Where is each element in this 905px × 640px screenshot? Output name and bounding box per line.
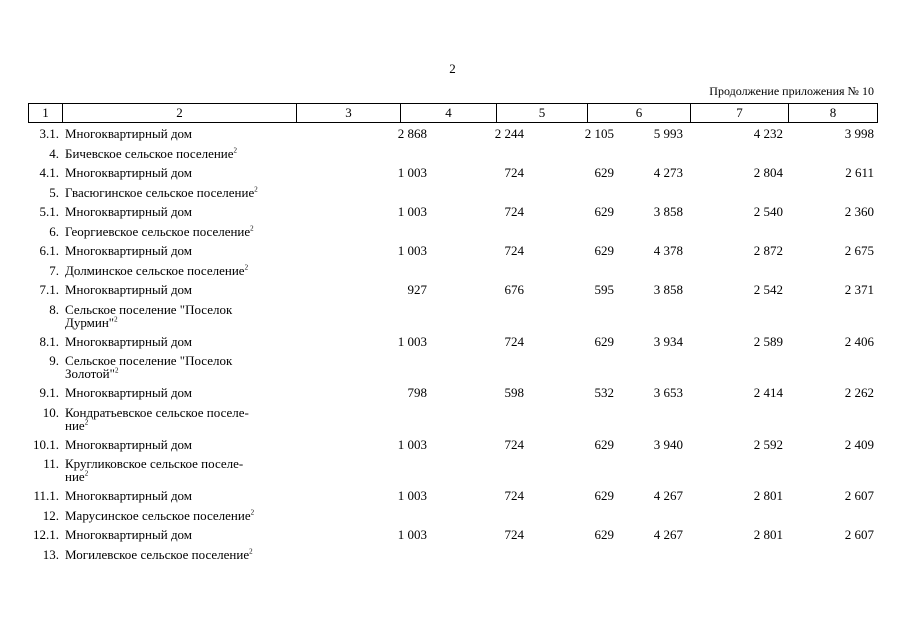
row-number: 9. xyxy=(49,353,59,368)
column-header: 5 xyxy=(497,104,588,123)
row-name xyxy=(62,244,322,264)
table-row xyxy=(28,186,877,206)
value-cell-col3: 1 003 xyxy=(397,488,427,503)
row-name xyxy=(62,166,322,186)
row-name xyxy=(62,457,322,489)
table-row xyxy=(28,283,877,303)
value-cell-col4: 724 xyxy=(504,243,524,258)
value-cell-col8: 2 675 xyxy=(844,243,874,258)
value-cell-col7 xyxy=(717,303,817,335)
row-name-text: Многоквартирный дом xyxy=(65,126,193,141)
row-name xyxy=(62,225,322,245)
value-cell-col5 xyxy=(525,186,615,206)
row-number: 5.1. xyxy=(39,204,59,219)
value-cell-col7: 2 801 xyxy=(753,488,783,503)
table-row xyxy=(28,127,877,147)
table-row xyxy=(28,489,877,509)
row-name-text: Многоквартирный дом xyxy=(65,436,193,452)
value-cell-col6: 3 653 xyxy=(653,385,683,400)
value-cell-col4: 2 244 xyxy=(494,126,524,141)
row-name-text: Многоквартирный дом xyxy=(65,165,193,180)
value-cell-col5: 629 xyxy=(594,527,614,542)
value-cell-col5: 629 xyxy=(594,333,614,349)
value-cell-col4 xyxy=(428,509,525,529)
value-cell-col6 xyxy=(615,303,717,335)
row-number: 11. xyxy=(43,456,59,471)
value-cell-col4 xyxy=(428,548,525,568)
footnote-marker: 2 xyxy=(250,508,255,517)
column-header-row xyxy=(29,104,878,123)
row-number: 5. xyxy=(49,184,59,200)
value-cell-col7: 2 540 xyxy=(753,204,783,219)
value-cell-col4 xyxy=(428,457,525,489)
table-body xyxy=(28,127,877,567)
table-row xyxy=(28,244,877,264)
value-cell-col4 xyxy=(428,406,525,438)
table-row xyxy=(28,548,877,568)
row-name xyxy=(62,303,322,335)
column-header: 3 xyxy=(297,104,401,123)
row-name-text: Бичевское сельское поселение xyxy=(65,145,234,161)
column-header: 7 xyxy=(691,104,789,123)
table-row xyxy=(28,528,877,548)
value-cell-col3 xyxy=(322,548,428,568)
table-row xyxy=(28,205,877,225)
value-cell-col3 xyxy=(322,147,428,167)
table-row xyxy=(28,225,877,245)
row-name xyxy=(62,264,322,284)
value-cell-col4 xyxy=(428,225,525,245)
value-cell-col6 xyxy=(615,457,717,489)
row-number: 4. xyxy=(49,145,59,161)
value-cell-col4 xyxy=(428,303,525,335)
row-name xyxy=(62,509,322,529)
value-cell-col5 xyxy=(525,303,615,335)
row-name xyxy=(62,489,322,509)
value-cell-col3 xyxy=(322,225,428,245)
page-number: 2 xyxy=(449,61,456,76)
row-name xyxy=(62,205,322,225)
row-name-text: Могилевское сельское поселение xyxy=(65,546,250,562)
value-cell-col8 xyxy=(817,509,877,529)
footnote-marker: 2 xyxy=(244,263,249,272)
row-name-continuation: Золотой" xyxy=(65,366,115,381)
value-cell-col4: 598 xyxy=(504,385,524,400)
value-cell-col3: 1 003 xyxy=(397,165,427,180)
value-cell-col3 xyxy=(322,354,428,386)
value-cell-col5: 532 xyxy=(594,385,614,400)
footnote-marker: 2 xyxy=(249,547,253,556)
row-name-text: Многоквартирный дом xyxy=(65,204,193,219)
value-cell-col7 xyxy=(717,406,817,438)
value-cell-col7: 2 804 xyxy=(753,165,783,180)
value-cell-col4: 724 xyxy=(504,436,524,452)
value-cell-col8 xyxy=(817,225,877,245)
footnote-marker: 2 xyxy=(114,315,118,324)
row-name-text: Многоквартирный дом xyxy=(65,488,193,503)
value-cell-col7 xyxy=(717,509,817,529)
value-cell-col5 xyxy=(525,225,615,245)
value-cell-col3: 1 003 xyxy=(397,204,427,219)
value-cell-col8: 2 262 xyxy=(844,385,874,400)
value-cell-col6: 4 267 xyxy=(653,527,683,542)
value-cell-col4: 724 xyxy=(504,165,524,180)
row-name xyxy=(62,186,322,206)
value-cell-col6: 3 934 xyxy=(653,333,683,349)
value-cell-col4 xyxy=(428,147,525,167)
value-cell-col3: 1 003 xyxy=(397,333,427,349)
value-cell-col6 xyxy=(615,264,717,284)
row-name-text: Сельское поселение "Поселок xyxy=(65,353,233,368)
row-number: 3.1. xyxy=(39,126,59,141)
value-cell-col7 xyxy=(717,548,817,568)
value-cell-col8: 3 998 xyxy=(844,126,874,141)
row-name-text: Многоквартирный дом xyxy=(65,282,193,297)
value-cell-col7 xyxy=(717,186,817,206)
column-header: 6 xyxy=(588,104,691,123)
value-cell-col7 xyxy=(717,457,817,489)
value-cell-col7 xyxy=(717,264,817,284)
row-name xyxy=(62,386,322,406)
table-row xyxy=(28,147,877,167)
value-cell-col6 xyxy=(615,186,717,206)
row-name xyxy=(62,147,322,167)
value-cell-col5 xyxy=(525,457,615,489)
value-cell-col8 xyxy=(817,186,877,206)
row-number: 9.1. xyxy=(39,385,59,400)
value-cell-col8: 2 607 xyxy=(844,527,874,542)
value-cell-col3 xyxy=(322,303,428,335)
table-row xyxy=(28,438,877,458)
value-cell-col5 xyxy=(525,509,615,529)
row-number: 12. xyxy=(42,507,59,523)
value-cell-col6 xyxy=(615,354,717,386)
value-cell-col5: 629 xyxy=(594,436,614,452)
value-cell-col6 xyxy=(615,406,717,438)
table-row xyxy=(28,166,877,186)
row-number: 8.1. xyxy=(39,333,59,349)
value-cell-col8: 2 607 xyxy=(844,488,874,503)
value-cell-col7: 2 801 xyxy=(753,527,783,542)
table-row xyxy=(28,303,877,335)
row-name-text: Георгиевское сельское поселение xyxy=(65,223,251,239)
value-cell-col5: 629 xyxy=(594,165,614,180)
row-name-text: Кондратьевское сельское поселе- xyxy=(65,404,249,420)
row-name xyxy=(62,548,322,568)
footnote-marker: 2 xyxy=(233,146,238,155)
value-cell-col3 xyxy=(322,186,428,206)
value-cell-col5 xyxy=(525,264,615,284)
row-name xyxy=(62,438,322,458)
value-cell-col8 xyxy=(817,354,877,386)
row-name-text: Многоквартирный дом xyxy=(65,333,193,349)
value-cell-col8 xyxy=(817,303,877,335)
table-row xyxy=(28,457,877,489)
row-name xyxy=(62,283,322,303)
footnote-marker: 2 xyxy=(84,469,89,478)
value-cell-col5 xyxy=(525,147,615,167)
value-cell-col7 xyxy=(717,354,817,386)
row-number: 6. xyxy=(49,223,59,239)
value-cell-col6: 3 858 xyxy=(653,282,683,297)
footnote-marker: 2 xyxy=(254,185,258,194)
value-cell-col4: 724 xyxy=(504,527,524,542)
value-cell-col8 xyxy=(817,406,877,438)
row-name-continuation: ние xyxy=(65,417,85,433)
value-cell-col8: 2 406 xyxy=(844,333,874,349)
value-cell-col4 xyxy=(428,354,525,386)
value-cell-col7 xyxy=(717,225,817,245)
value-cell-col6 xyxy=(615,225,717,245)
value-cell-col7: 4 232 xyxy=(753,126,783,141)
table-row xyxy=(28,406,877,438)
row-name xyxy=(62,528,322,548)
row-number: 13. xyxy=(42,546,59,562)
value-cell-col4: 724 xyxy=(504,488,524,503)
row-number: 10. xyxy=(42,404,59,420)
value-cell-col7: 2 414 xyxy=(753,385,783,400)
value-cell-col3: 927 xyxy=(407,282,427,297)
footnote-marker: 2 xyxy=(114,366,119,375)
value-cell-col8: 2 360 xyxy=(844,204,874,219)
value-cell-col4 xyxy=(428,186,525,206)
value-cell-col4: 676 xyxy=(504,282,524,297)
value-cell-col7 xyxy=(717,147,817,167)
value-cell-col3: 1 003 xyxy=(397,243,427,258)
value-cell-col6 xyxy=(615,147,717,167)
value-cell-col5 xyxy=(525,548,615,568)
row-name-continuation: ние xyxy=(65,469,85,484)
row-name xyxy=(62,354,322,386)
value-cell-col8 xyxy=(817,457,877,489)
value-cell-col3: 1 003 xyxy=(397,436,427,452)
value-cell-col3 xyxy=(322,264,428,284)
row-number: 11.1. xyxy=(33,488,59,503)
row-number: 12.1. xyxy=(33,527,59,542)
row-number: 8. xyxy=(49,301,59,317)
column-header-table xyxy=(28,103,878,123)
value-cell-col6 xyxy=(615,548,717,568)
row-number: 7.1. xyxy=(39,282,59,297)
row-name xyxy=(62,335,322,355)
table-row xyxy=(28,509,877,529)
value-cell-col5: 629 xyxy=(594,243,614,258)
value-cell-col6: 4 273 xyxy=(653,165,683,180)
value-cell-col6: 4 378 xyxy=(653,243,683,258)
value-cell-col5 xyxy=(525,406,615,438)
value-cell-col6: 5 993 xyxy=(653,126,683,141)
value-cell-col6 xyxy=(615,509,717,529)
value-cell-col7: 2 872 xyxy=(753,243,783,258)
value-cell-col8 xyxy=(817,264,877,284)
value-cell-col4: 724 xyxy=(504,333,524,349)
value-cell-col8: 2 371 xyxy=(844,282,874,297)
value-cell-col7: 2 589 xyxy=(753,333,783,349)
row-name-continuation: Дурмин" xyxy=(65,314,115,330)
row-name-text: Сельское поселение "Поселок xyxy=(65,301,233,317)
value-cell-col6: 3 858 xyxy=(653,204,683,219)
row-name-text: Марусинское сельское поселение xyxy=(65,507,251,523)
value-cell-col8: 2 611 xyxy=(845,165,874,180)
value-cell-col3 xyxy=(322,457,428,489)
value-cell-col3 xyxy=(322,406,428,438)
value-cell-col4 xyxy=(428,264,525,284)
value-cell-col3 xyxy=(322,509,428,529)
value-cell-col5: 629 xyxy=(594,204,614,219)
value-cell-col7: 2 542 xyxy=(753,282,783,297)
value-cell-col7: 2 592 xyxy=(753,436,783,452)
value-cell-col5 xyxy=(525,354,615,386)
row-name-text: Многоквартирный дом xyxy=(65,385,193,400)
value-cell-col5: 2 105 xyxy=(584,126,614,141)
value-cell-col8: 2 409 xyxy=(844,436,874,452)
row-name-text: Многоквартирный дом xyxy=(65,527,193,542)
column-header: 2 xyxy=(63,104,297,123)
value-cell-col5: 595 xyxy=(594,282,614,297)
table-row xyxy=(28,386,877,406)
value-cell-col8 xyxy=(817,147,877,167)
row-number: 6.1. xyxy=(39,243,59,258)
value-cell-col6: 4 267 xyxy=(653,488,683,503)
table-row xyxy=(28,264,877,284)
row-number: 7. xyxy=(49,262,59,278)
value-cell-col3: 2 868 xyxy=(397,126,427,141)
row-number: 10.1. xyxy=(33,436,59,452)
column-header: 4 xyxy=(401,104,497,123)
column-header: 8 xyxy=(789,104,878,123)
row-name-text: Кругликовское сельское поселе- xyxy=(65,456,244,471)
value-cell-col4: 724 xyxy=(504,204,524,219)
footnote-marker: 2 xyxy=(84,418,89,427)
value-cell-col3: 798 xyxy=(407,385,427,400)
appendix-caption: Продолжение приложения № 10 xyxy=(709,84,874,98)
row-number: 4.1. xyxy=(39,165,59,180)
value-cell-col8 xyxy=(817,548,877,568)
footnote-marker: 2 xyxy=(250,224,254,233)
row-name-text: Долминское сельское поселение xyxy=(65,262,245,278)
table-row xyxy=(28,354,877,386)
value-cell-col6: 3 940 xyxy=(653,436,683,452)
value-cell-col5: 629 xyxy=(594,488,614,503)
value-cell-col3: 1 003 xyxy=(397,527,427,542)
table-row xyxy=(28,335,877,355)
column-header: 1 xyxy=(29,104,63,123)
row-name-text: Многоквартирный дом xyxy=(65,243,193,258)
row-name xyxy=(62,127,322,147)
row-name-text: Гвасюгинское сельское поселение xyxy=(65,184,255,200)
row-name xyxy=(62,406,322,438)
